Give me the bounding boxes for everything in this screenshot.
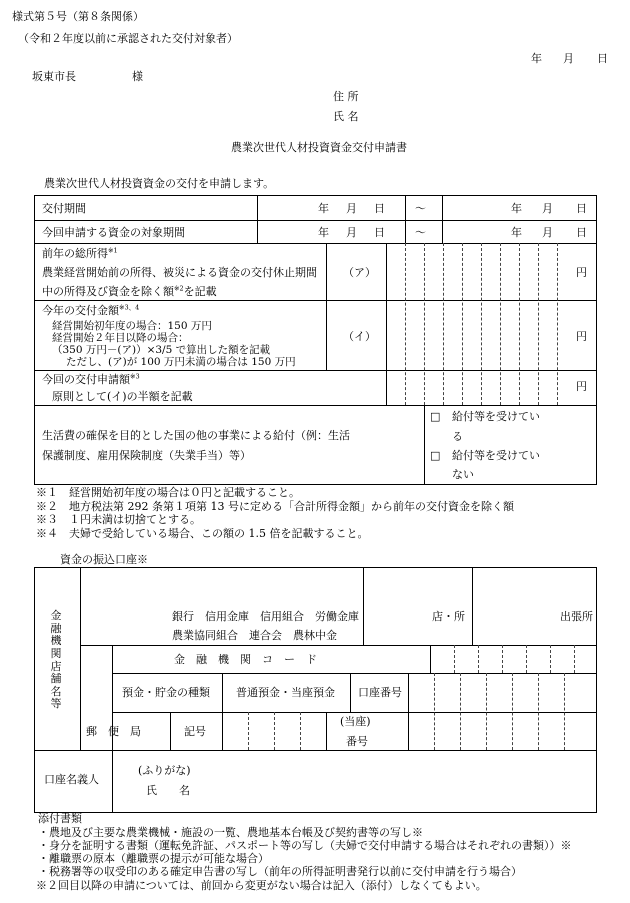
- addressee-honorific: 様: [132, 70, 143, 83]
- attachment-item-1: ・農地及び主要な農業機械・施設の一覧、農地基本台帳及び契約書等の写し※: [38, 826, 423, 839]
- yen-unit-request: 円: [576, 380, 587, 393]
- note-1: ※１ 経営開始初年度の場合は０円と記載すること。: [36, 486, 300, 499]
- target-period-wave: ～: [415, 226, 426, 239]
- receiving-checkbox[interactable]: □: [430, 410, 441, 423]
- this-year-line2: 経営開始２年目以降の場合：: [52, 332, 189, 344]
- yen-unit-i: 円: [576, 330, 587, 343]
- deposit-options: 普通預金・当座預金: [236, 686, 335, 699]
- target-period-end-day: 日: [576, 226, 587, 239]
- holder-name-label: 氏 名: [146, 784, 190, 797]
- number-label: 番号: [346, 735, 368, 748]
- attachment-item-4: ・税務署等の収受印のある確定申告書の写し（前年の所得証明書発行以前に交付申請を行う場合）: [38, 865, 522, 878]
- yen-unit-a: 円: [576, 266, 587, 279]
- form-number: 様式第５号（第８条関係）: [12, 10, 144, 23]
- marker-a: （ア）: [343, 266, 376, 279]
- prev-income-line2: 中の所得及び資金を除く額$^{※2}$を記載: [42, 284, 217, 298]
- note-3: ※３ １円未満は切捨てとする。: [36, 513, 201, 526]
- header-month: 月: [563, 52, 574, 65]
- eligibility-note: （令和２年度以前に承認された交付対象者）: [18, 32, 238, 45]
- grant-period-wave: ～: [415, 202, 426, 215]
- target-period-label: 今回申請する資金の対象期間: [42, 226, 185, 239]
- this-year-line3: （350 万円－(ア)）×3/5 で算出した額を記載: [52, 344, 271, 356]
- bank-side-label: 金融機関店舗名等: [50, 609, 62, 711]
- other-benefits-line2: 保護制度、雇用保険制度（失業手当）等）: [42, 449, 251, 462]
- prev-income-heading: 前年の総所得$^{※1}$: [42, 246, 118, 260]
- attachments-footnote: ※２回目以降の申請については、前回から変更がない場合は記入（添付）しなくてもよい。: [36, 879, 487, 892]
- receiving-label-b: る: [452, 430, 463, 443]
- this-year-line4: ただし、(ア)が 100 万円未満の場合は 150 万円: [66, 356, 296, 368]
- applicant-name-label: 氏 名: [333, 110, 359, 123]
- applicant-address-label: 住 所: [333, 90, 359, 103]
- symbol-label: 記号: [184, 725, 206, 738]
- prev-income-line1: 農業経営開始前の所得、被災による資金の交付休止期間: [42, 266, 317, 279]
- not-receiving-checkbox[interactable]: □: [430, 449, 441, 462]
- bank-types-line1: 銀行 信用金庫 信用組合 労働金庫: [172, 610, 359, 623]
- post-office-label: 郵 便 局: [86, 725, 141, 738]
- grant-period-label: 交付期間: [42, 202, 86, 215]
- note-2: ※２ 地方税法第 292 条第１項第 13 号に定める「合計所得金額」から前年の交付資金を除く額: [36, 500, 514, 513]
- target-period-end-month: 月: [542, 226, 553, 239]
- note-4: ※４ 夫婦で受給している場合、この額の 1.5 倍を記載すること。: [36, 527, 369, 540]
- deposit-type-label: 預金・貯金の種類: [122, 686, 210, 699]
- this-request-heading: 今回の交付申請額$^{※3}$: [42, 372, 140, 386]
- target-period-start-month: 月: [346, 226, 357, 239]
- not-receiving-label-a: 給付等を受けてい: [452, 449, 540, 462]
- bank-types-line2: 農業協同組合 連合会 農林中金: [172, 629, 337, 642]
- attachments-heading: 添付書類: [38, 812, 82, 825]
- furigana-label: (ふりがな): [138, 764, 191, 777]
- this-request-line1: 原則として(イ)の半額を記載: [52, 390, 193, 403]
- marker-i: （イ）: [343, 330, 376, 343]
- account-holder-label: 口座名義人: [44, 773, 99, 786]
- sub-branch-label: 出張所: [560, 610, 593, 623]
- attachment-item-2: ・身分を証明する書類（運転免許証、パスポート等の写し（夫婦で交付申請する場合はそれぞれの書類））※: [38, 839, 572, 852]
- grant-period-end-day: 日: [576, 202, 587, 215]
- attachment-item-3: ・離職票の原本（離職票の提示が可能な場合）: [38, 852, 269, 865]
- grant-period-end-month: 月: [542, 202, 553, 215]
- receiving-label-a: 給付等を受けてい: [452, 410, 540, 423]
- addressee-mayor: 坂東市長: [32, 70, 76, 83]
- header-day: 日: [597, 52, 608, 65]
- target-period-start-year: 年: [318, 226, 329, 239]
- current-account-label: (当座): [340, 715, 371, 728]
- page-title: 農業次世代人材投資資金交付申請書: [231, 141, 407, 154]
- this-year-line1: 経営開始初年度の場合：150 万円: [52, 320, 212, 332]
- not-receiving-label-b: ない: [452, 468, 474, 481]
- grant-period-end-year: 年: [511, 202, 522, 215]
- grant-period-start-day: 日: [374, 202, 385, 215]
- other-benefits-line1: 生活費の確保を目的とした国の他の事業による給付（例：生活: [42, 429, 350, 442]
- target-period-start-day: 日: [374, 226, 385, 239]
- grant-period-start-month: 月: [346, 202, 357, 215]
- this-year-heading: 今年の交付金額$^{※3、4}$: [42, 303, 140, 317]
- account-number-label: 口座番号: [358, 686, 402, 699]
- grant-period-start-year: 年: [318, 202, 329, 215]
- branch-label: 店・所: [432, 610, 465, 623]
- bank-heading: 資金の振込口座※: [60, 553, 148, 566]
- header-year: 年: [531, 52, 542, 65]
- intro-text: 農業次世代人材投資資金の交付を申請します。: [44, 177, 275, 190]
- target-period-end-year: 年: [511, 226, 522, 239]
- bank-code-label: 金 融 機 関 コ ー ド: [174, 653, 317, 666]
